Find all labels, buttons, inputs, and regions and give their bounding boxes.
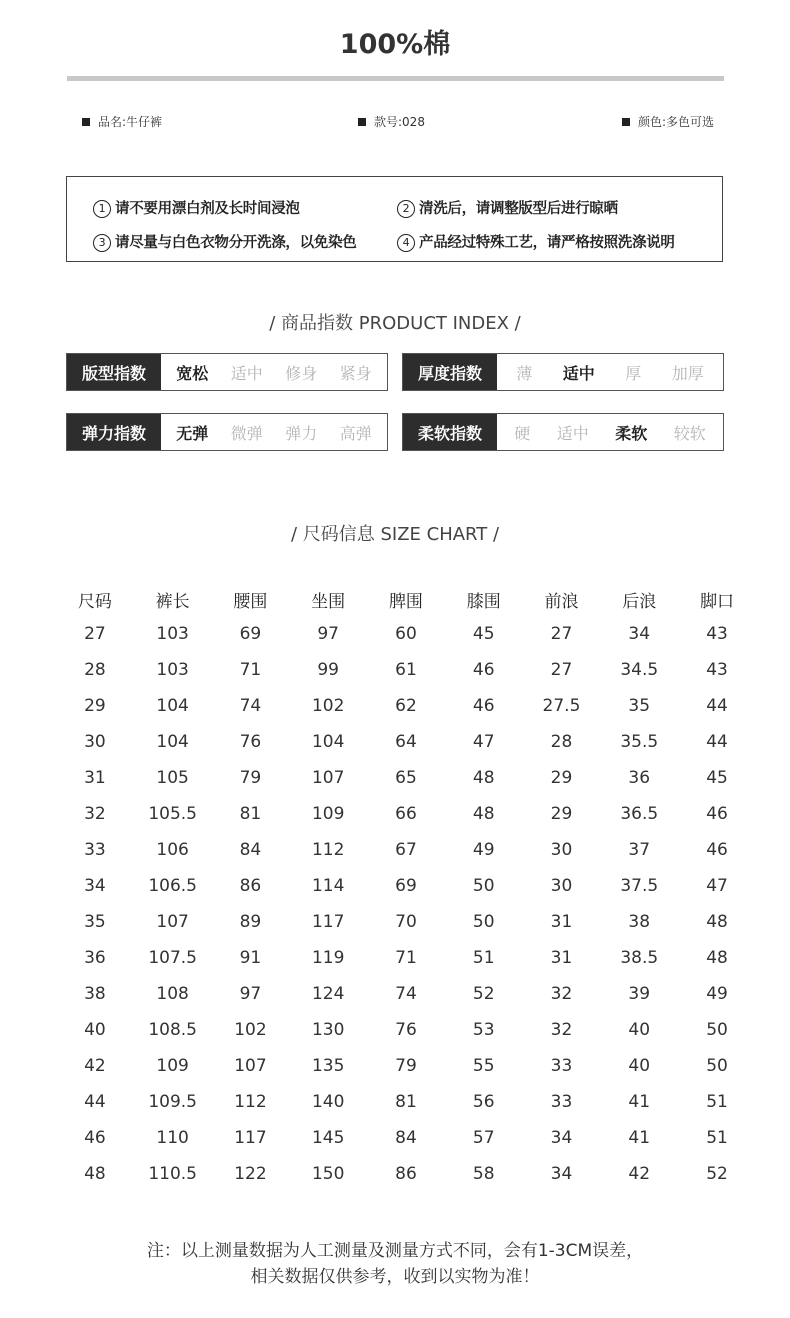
table-cell: 79 <box>239 768 262 788</box>
table-cell: 28 <box>84 660 106 680</box>
bullet-square-icon <box>358 118 366 126</box>
table-cell: 46 <box>706 840 728 860</box>
size-chart-column-header: 腰围 <box>233 591 268 612</box>
table-cell: 27 <box>550 660 573 680</box>
table-cell: 64 <box>395 732 417 752</box>
table-cell: 34.5 <box>620 660 659 680</box>
table-cell: 117 <box>311 912 345 932</box>
table-cell: 46 <box>706 804 728 824</box>
care-text: 请尽量与白色衣物分开洗涤，以免染色 <box>115 235 357 251</box>
index-label: 柔软指数 <box>403 414 497 450</box>
table-cell: 36 <box>84 948 106 968</box>
table-cell: 48 <box>472 768 495 788</box>
table-cell: 103 <box>156 624 189 644</box>
table-cell: 46 <box>472 660 495 680</box>
index-thickness <box>402 353 724 391</box>
index-option: 适中 <box>556 423 589 443</box>
care-text: 产品经过特殊工艺，请严格按照洗涤说明 <box>419 235 675 251</box>
table-cell: 122 <box>234 1164 267 1184</box>
table-cell: 37 <box>628 840 651 860</box>
size-chart-header-row <box>56 582 756 616</box>
table-cell: 28 <box>550 732 573 752</box>
table-cell: 107 <box>234 1056 267 1076</box>
table-cell: 71 <box>239 660 262 680</box>
circled-number-icon: 2 <box>397 200 415 218</box>
table-cell: 47 <box>706 876 728 896</box>
index-options <box>161 354 387 390</box>
size-chart-column-header: 尺码 <box>77 591 112 612</box>
table-cell: 53 <box>472 1020 495 1040</box>
table-cell: 33 <box>550 1056 573 1076</box>
table-row <box>56 1084 756 1120</box>
index-options <box>497 414 723 450</box>
table-cell: 108 <box>156 984 189 1004</box>
index-label: 厚度指数 <box>403 354 497 390</box>
table-cell: 48 <box>84 1164 106 1184</box>
table-cell: 32 <box>550 1020 573 1040</box>
table-cell: 36.5 <box>620 804 659 824</box>
table-cell: 50 <box>706 1056 728 1076</box>
table-cell: 104 <box>311 732 345 752</box>
table-cell: 29 <box>550 768 573 788</box>
care-item <box>397 231 675 252</box>
table-cell: 84 <box>395 1128 417 1148</box>
index-option: 紧身 <box>339 363 372 383</box>
table-cell: 27 <box>550 624 573 644</box>
table-cell: 86 <box>239 876 262 896</box>
table-cell: 40 <box>84 1020 106 1040</box>
index-option: 弹力 <box>285 423 318 443</box>
care-text: 清洗后，请调整版型后进行晾晒 <box>419 201 618 217</box>
table-cell: 48 <box>706 948 728 968</box>
table-cell: 29 <box>84 696 106 716</box>
index-option-selected: 无弹 <box>176 423 209 443</box>
table-cell: 107 <box>311 768 345 788</box>
table-row <box>56 1012 756 1048</box>
table-cell: 52 <box>706 1164 728 1184</box>
title-divider <box>67 76 724 81</box>
table-cell: 74 <box>239 696 262 716</box>
index-option: 薄 <box>516 363 533 383</box>
table-cell: 38 <box>628 912 651 932</box>
table-cell: 67 <box>395 840 417 860</box>
table-cell: 42 <box>628 1164 651 1184</box>
table-cell: 49 <box>472 840 495 860</box>
table-cell: 30 <box>550 840 573 860</box>
size-chart-column-header: 前浪 <box>544 591 579 612</box>
table-row <box>56 796 756 832</box>
table-cell: 76 <box>239 732 262 752</box>
table-cell: 106 <box>156 840 189 860</box>
table-cell: 47 <box>472 732 495 752</box>
table-cell: 52 <box>472 984 495 1004</box>
product-index-heading: / 商品指数 PRODUCT INDEX / <box>269 313 521 334</box>
table-cell: 38 <box>84 984 106 1004</box>
table-cell: 79 <box>395 1056 417 1076</box>
table-cell: 31 <box>84 768 106 788</box>
table-cell: 34 <box>550 1128 573 1148</box>
table-cell: 97 <box>317 624 339 644</box>
care-item <box>93 197 300 218</box>
table-cell: 31 <box>550 948 573 968</box>
table-cell: 112 <box>234 1092 267 1112</box>
table-cell: 84 <box>239 840 262 860</box>
table-cell: 145 <box>311 1128 345 1148</box>
table-cell: 41 <box>628 1128 651 1148</box>
table-cell: 109.5 <box>148 1092 197 1112</box>
table-cell: 114 <box>311 876 345 896</box>
meta-product-name <box>82 113 162 130</box>
meta-style-number <box>358 113 425 130</box>
table-row <box>56 688 756 724</box>
table-cell: 109 <box>311 804 345 824</box>
table-cell: 51 <box>706 1092 728 1112</box>
table-row <box>56 760 756 796</box>
table-row <box>56 868 756 904</box>
table-cell: 39 <box>628 984 651 1004</box>
table-cell: 44 <box>706 696 728 716</box>
care-text: 请不要用漂白剂及长时间浸泡 <box>115 201 300 217</box>
bullet-square-icon <box>622 118 630 126</box>
table-cell: 48 <box>472 804 495 824</box>
table-cell: 65 <box>395 768 417 788</box>
table-cell: 33 <box>550 1092 573 1112</box>
style-number-text: 款号:028 <box>374 115 425 129</box>
table-cell: 71 <box>395 948 417 968</box>
table-row <box>56 904 756 940</box>
table-cell: 35.5 <box>620 732 659 752</box>
table-cell: 108.5 <box>148 1020 197 1040</box>
index-option: 高弹 <box>339 423 372 443</box>
table-cell: 62 <box>395 696 417 716</box>
table-cell: 57 <box>472 1128 495 1148</box>
table-cell: 109 <box>156 1056 189 1076</box>
table-cell: 66 <box>395 804 417 824</box>
table-cell: 55 <box>472 1056 495 1076</box>
table-cell: 36 <box>628 768 651 788</box>
table-cell: 34 <box>628 624 651 644</box>
table-cell: 70 <box>395 912 417 932</box>
table-cell: 104 <box>156 696 189 716</box>
table-cell: 27 <box>84 624 106 644</box>
table-cell: 30 <box>550 876 573 896</box>
index-option: 微弹 <box>230 423 263 443</box>
table-cell: 41 <box>628 1092 651 1112</box>
table-cell: 50 <box>472 876 495 896</box>
table-cell: 103 <box>156 660 189 680</box>
index-option: 修身 <box>285 363 318 383</box>
table-cell: 130 <box>311 1020 345 1040</box>
index-options <box>161 414 387 450</box>
circled-number-icon: 4 <box>397 234 415 252</box>
size-chart-column-header: 裤长 <box>155 591 190 612</box>
table-row <box>56 1156 756 1192</box>
index-option: 硬 <box>514 423 531 443</box>
index-option-selected: 柔软 <box>615 423 648 443</box>
table-cell: 50 <box>472 912 495 932</box>
index-option: 适中 <box>230 363 263 383</box>
care-item <box>93 231 356 252</box>
table-cell: 110.5 <box>148 1164 197 1184</box>
table-cell: 102 <box>311 696 345 716</box>
size-chart-column-header: 后浪 <box>622 591 657 612</box>
table-cell: 43 <box>706 624 728 644</box>
table-cell: 33 <box>84 840 106 860</box>
table-cell: 60 <box>395 624 417 644</box>
table-cell: 135 <box>311 1056 345 1076</box>
table-cell: 69 <box>395 876 417 896</box>
table-cell: 89 <box>239 912 262 932</box>
table-cell: 38.5 <box>620 948 659 968</box>
table-row <box>56 1120 756 1156</box>
care-instructions-box <box>66 176 723 262</box>
table-cell: 61 <box>395 660 417 680</box>
table-cell: 34 <box>550 1164 573 1184</box>
index-label: 版型指数 <box>67 354 161 390</box>
table-cell: 56 <box>472 1092 495 1112</box>
table-cell: 45 <box>472 624 495 644</box>
bullet-square-icon <box>82 118 90 126</box>
table-row <box>56 832 756 868</box>
table-cell: 112 <box>311 840 345 860</box>
table-cell: 86 <box>395 1164 417 1184</box>
table-cell: 58 <box>472 1164 495 1184</box>
table-cell: 40 <box>628 1020 651 1040</box>
table-row <box>56 652 756 688</box>
table-cell: 107 <box>156 912 189 932</box>
table-cell: 46 <box>84 1128 106 1148</box>
table-cell: 150 <box>311 1164 345 1184</box>
index-softness <box>402 413 724 451</box>
table-cell: 76 <box>395 1020 417 1040</box>
index-fit <box>66 353 388 391</box>
table-cell: 48 <box>706 912 728 932</box>
table-cell: 106.5 <box>148 876 197 896</box>
index-option-selected: 适中 <box>562 363 595 383</box>
table-cell: 110 <box>156 1128 189 1148</box>
index-option: 厚 <box>625 363 642 383</box>
size-chart-heading: / 尺码信息 SIZE CHART / <box>290 524 500 545</box>
table-cell: 35 <box>628 696 651 716</box>
table-cell: 117 <box>234 1128 267 1148</box>
table-cell: 74 <box>395 984 417 1004</box>
color-text: 颜色:多色可选 <box>638 115 715 129</box>
table-cell: 91 <box>239 948 262 968</box>
size-chart-column-header: 脚口 <box>700 591 735 612</box>
table-cell: 51 <box>472 948 495 968</box>
product-name-text: 品名:牛仔裤 <box>98 115 163 129</box>
table-row <box>56 616 756 652</box>
table-cell: 97 <box>239 984 262 1004</box>
table-cell: 31 <box>550 912 573 932</box>
table-cell: 105 <box>156 768 189 788</box>
table-cell: 50 <box>706 1020 728 1040</box>
table-cell: 102 <box>234 1020 267 1040</box>
table-row <box>56 976 756 1012</box>
table-cell: 42 <box>84 1056 106 1076</box>
size-chart-body <box>56 616 756 1192</box>
table-cell: 46 <box>472 696 495 716</box>
table-cell: 32 <box>84 804 106 824</box>
meta-color <box>622 113 714 130</box>
table-cell: 124 <box>311 984 345 1004</box>
table-cell: 99 <box>317 660 339 680</box>
care-item <box>397 197 618 218</box>
table-cell: 119 <box>311 948 345 968</box>
size-chart-table <box>56 582 756 1192</box>
size-chart-column-header: 坐围 <box>311 591 346 612</box>
table-row <box>56 1048 756 1084</box>
table-row <box>56 724 756 760</box>
circled-number-icon: 1 <box>93 200 111 218</box>
table-cell: 107.5 <box>148 948 197 968</box>
table-cell: 49 <box>706 984 728 1004</box>
table-cell: 35 <box>84 912 106 932</box>
table-cell: 43 <box>706 660 728 680</box>
table-cell: 27.5 <box>542 696 581 716</box>
index-option: 较软 <box>673 423 706 443</box>
table-cell: 51 <box>706 1128 728 1148</box>
table-cell: 44 <box>84 1092 106 1112</box>
table-cell: 104 <box>156 732 189 752</box>
table-cell: 105.5 <box>148 804 197 824</box>
page-title: 100%棉 <box>339 29 451 60</box>
table-cell: 30 <box>84 732 106 752</box>
table-cell: 40 <box>628 1056 651 1076</box>
size-chart-column-header: 脾围 <box>388 591 423 612</box>
index-elasticity <box>66 413 388 451</box>
index-option: 加厚 <box>671 363 704 383</box>
table-cell: 44 <box>706 732 728 752</box>
table-cell: 29 <box>550 804 573 824</box>
table-cell: 140 <box>311 1092 345 1112</box>
table-cell: 81 <box>239 804 262 824</box>
disclaimer-line-1: 注：以上测量数据为人工测量及测量方式不同，会有1-3CM误差， <box>146 1241 644 1261</box>
table-cell: 69 <box>239 624 262 644</box>
table-cell: 34 <box>84 876 106 896</box>
table-cell: 37.5 <box>620 876 659 896</box>
table-cell: 32 <box>550 984 573 1004</box>
index-option-selected: 宽松 <box>176 363 209 383</box>
disclaimer-line-2: 相关数据仅供参考，收到以实物为准！ <box>250 1267 540 1287</box>
table-cell: 45 <box>706 768 728 788</box>
circled-number-icon: 3 <box>93 234 111 252</box>
table-row <box>56 940 756 976</box>
size-chart-column-header: 膝围 <box>466 591 501 612</box>
table-cell: 81 <box>395 1092 417 1112</box>
index-options <box>497 354 723 390</box>
index-label: 弹力指数 <box>67 414 161 450</box>
